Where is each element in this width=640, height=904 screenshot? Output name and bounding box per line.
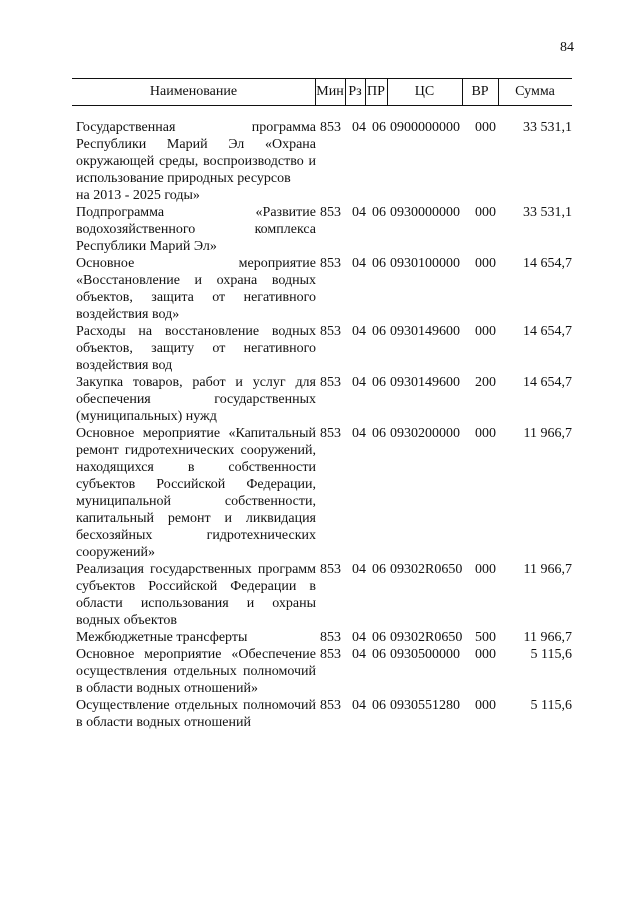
- header-divider: [462, 79, 463, 105]
- row-sum: 14 654,7: [523, 324, 572, 339]
- row-cs: 0930149600: [390, 324, 460, 339]
- row-pr: 06: [372, 205, 386, 220]
- header-divider: [365, 79, 366, 105]
- header-divider: [498, 79, 499, 105]
- page-number: 84: [560, 40, 574, 55]
- table-body: [76, 119, 578, 731]
- row-name: Реализация государственных программ субъектов Российской Федерации в области использования и охраны водных объектов: [76, 562, 316, 628]
- header-name: Наименование: [149, 84, 238, 99]
- row-rz: 04: [352, 426, 366, 441]
- row-rz: 04: [352, 630, 366, 645]
- row-sum: 14 654,7: [523, 256, 572, 271]
- row-vr: 000: [475, 324, 496, 339]
- table-header: [72, 78, 572, 106]
- row-vr: 000: [475, 120, 496, 135]
- row-cs: 0930551280: [390, 698, 460, 713]
- row-name: Подпрограмма «Развитие водохозяйственного комплекса Республики Марий Эл»: [76, 205, 316, 254]
- row-sum: 33 531,1: [523, 205, 572, 220]
- row-pr: 06: [372, 375, 386, 390]
- row-name: Расходы на восстановление водных объектов, защиту от негативного воздействия вод: [76, 324, 316, 373]
- row-min: 853: [320, 698, 341, 713]
- row-vr: 000: [475, 562, 496, 577]
- header-rz: Рз: [348, 84, 362, 99]
- header-divider: [345, 79, 346, 105]
- header-min: Мин: [316, 84, 344, 99]
- header-cs: ЦС: [414, 84, 435, 99]
- table-row: [76, 629, 578, 646]
- row-rz: 04: [352, 256, 366, 271]
- table-row: [76, 204, 578, 255]
- row-name: Основное мероприятие «Капитальный ремонт гидротехнических сооружений, находящихся в собственности субъектов Российской Федерации, муниципальной собственности, капитальный ремонт и ликвидация бесхозяйных гидротехнических сооружений»: [76, 426, 316, 560]
- row-pr: 06: [372, 120, 386, 135]
- row-rz: 04: [352, 120, 366, 135]
- row-min: 853: [320, 256, 341, 271]
- row-cs: 09302R0650: [390, 562, 463, 577]
- row-rz: 04: [352, 375, 366, 390]
- row-name: Основное мероприятие «Восстановление и охрана водных объектов, защита от негативного воздействия вод»: [76, 256, 316, 322]
- row-cs: 0930100000: [390, 256, 460, 271]
- row-min: 853: [320, 120, 341, 135]
- row-name: Закупка товаров, работ и услуг для обеспечения государственных (муниципальных) нужд: [76, 375, 316, 424]
- row-rz: 04: [352, 562, 366, 577]
- table-row: [76, 646, 578, 697]
- row-rz: 04: [352, 205, 366, 220]
- table-row: [76, 119, 578, 204]
- row-min: 853: [320, 375, 341, 390]
- header-divider: [387, 79, 388, 105]
- row-pr: 06: [372, 426, 386, 441]
- row-pr: 06: [372, 647, 386, 662]
- row-vr: 000: [475, 256, 496, 271]
- row-min: 853: [320, 205, 341, 220]
- header-sum: Сумма: [515, 84, 555, 99]
- row-min: 853: [320, 324, 341, 339]
- row-min: 853: [320, 426, 341, 441]
- row-cs: 0900000000: [390, 120, 460, 135]
- row-sum: 11 966,7: [523, 562, 572, 577]
- row-pr: 06: [372, 562, 386, 577]
- row-rz: 04: [352, 647, 366, 662]
- row-name: Основное мероприятие «Обеспечение осуществления отдельных полномочий в области водных отношений»: [76, 647, 316, 696]
- row-pr: 06: [372, 698, 386, 713]
- row-sum: 14 654,7: [523, 375, 572, 390]
- table-row: [76, 323, 578, 374]
- row-pr: 06: [372, 324, 386, 339]
- table-row: [76, 425, 578, 561]
- row-sum: 11 966,7: [523, 426, 572, 441]
- row-cs: 0930149600: [390, 375, 460, 390]
- row-cs: 09302R0650: [390, 630, 463, 645]
- row-sum: 5 115,6: [530, 698, 572, 713]
- row-vr: 500: [475, 630, 496, 645]
- row-vr: 000: [475, 647, 496, 662]
- row-cs: 0930000000: [390, 205, 460, 220]
- row-cs: 0930500000: [390, 647, 460, 662]
- row-min: 853: [320, 630, 341, 645]
- row-name: Государственная программа Республики Марий Эл «Охрана окружающей среды, воспроизводство и использование природных ресурсов на 2013 - 2025 годы»: [76, 120, 316, 203]
- row-rz: 04: [352, 324, 366, 339]
- row-vr: 000: [475, 205, 496, 220]
- table-row: [76, 561, 578, 629]
- row-min: 853: [320, 562, 341, 577]
- row-name: Осуществление отдельных полномочий в области водных отношений: [76, 698, 316, 730]
- row-vr: 200: [475, 375, 496, 390]
- header-vr: ВР: [471, 84, 489, 99]
- row-vr: 000: [475, 698, 496, 713]
- row-pr: 06: [372, 630, 386, 645]
- row-sum: 5 115,6: [530, 647, 572, 662]
- header-pr: ПР: [367, 84, 385, 99]
- row-cs: 0930200000: [390, 426, 460, 441]
- row-name: Межбюджетные трансферты: [76, 630, 248, 645]
- row-pr: 06: [372, 256, 386, 271]
- table-row: [76, 697, 578, 731]
- row-min: 853: [320, 647, 341, 662]
- row-rz: 04: [352, 698, 366, 713]
- header-divider: [315, 79, 316, 105]
- table-row: [76, 255, 578, 323]
- row-sum: 11 966,7: [523, 630, 572, 645]
- row-vr: 000: [475, 426, 496, 441]
- table-row: [76, 374, 578, 425]
- row-sum: 33 531,1: [523, 120, 572, 135]
